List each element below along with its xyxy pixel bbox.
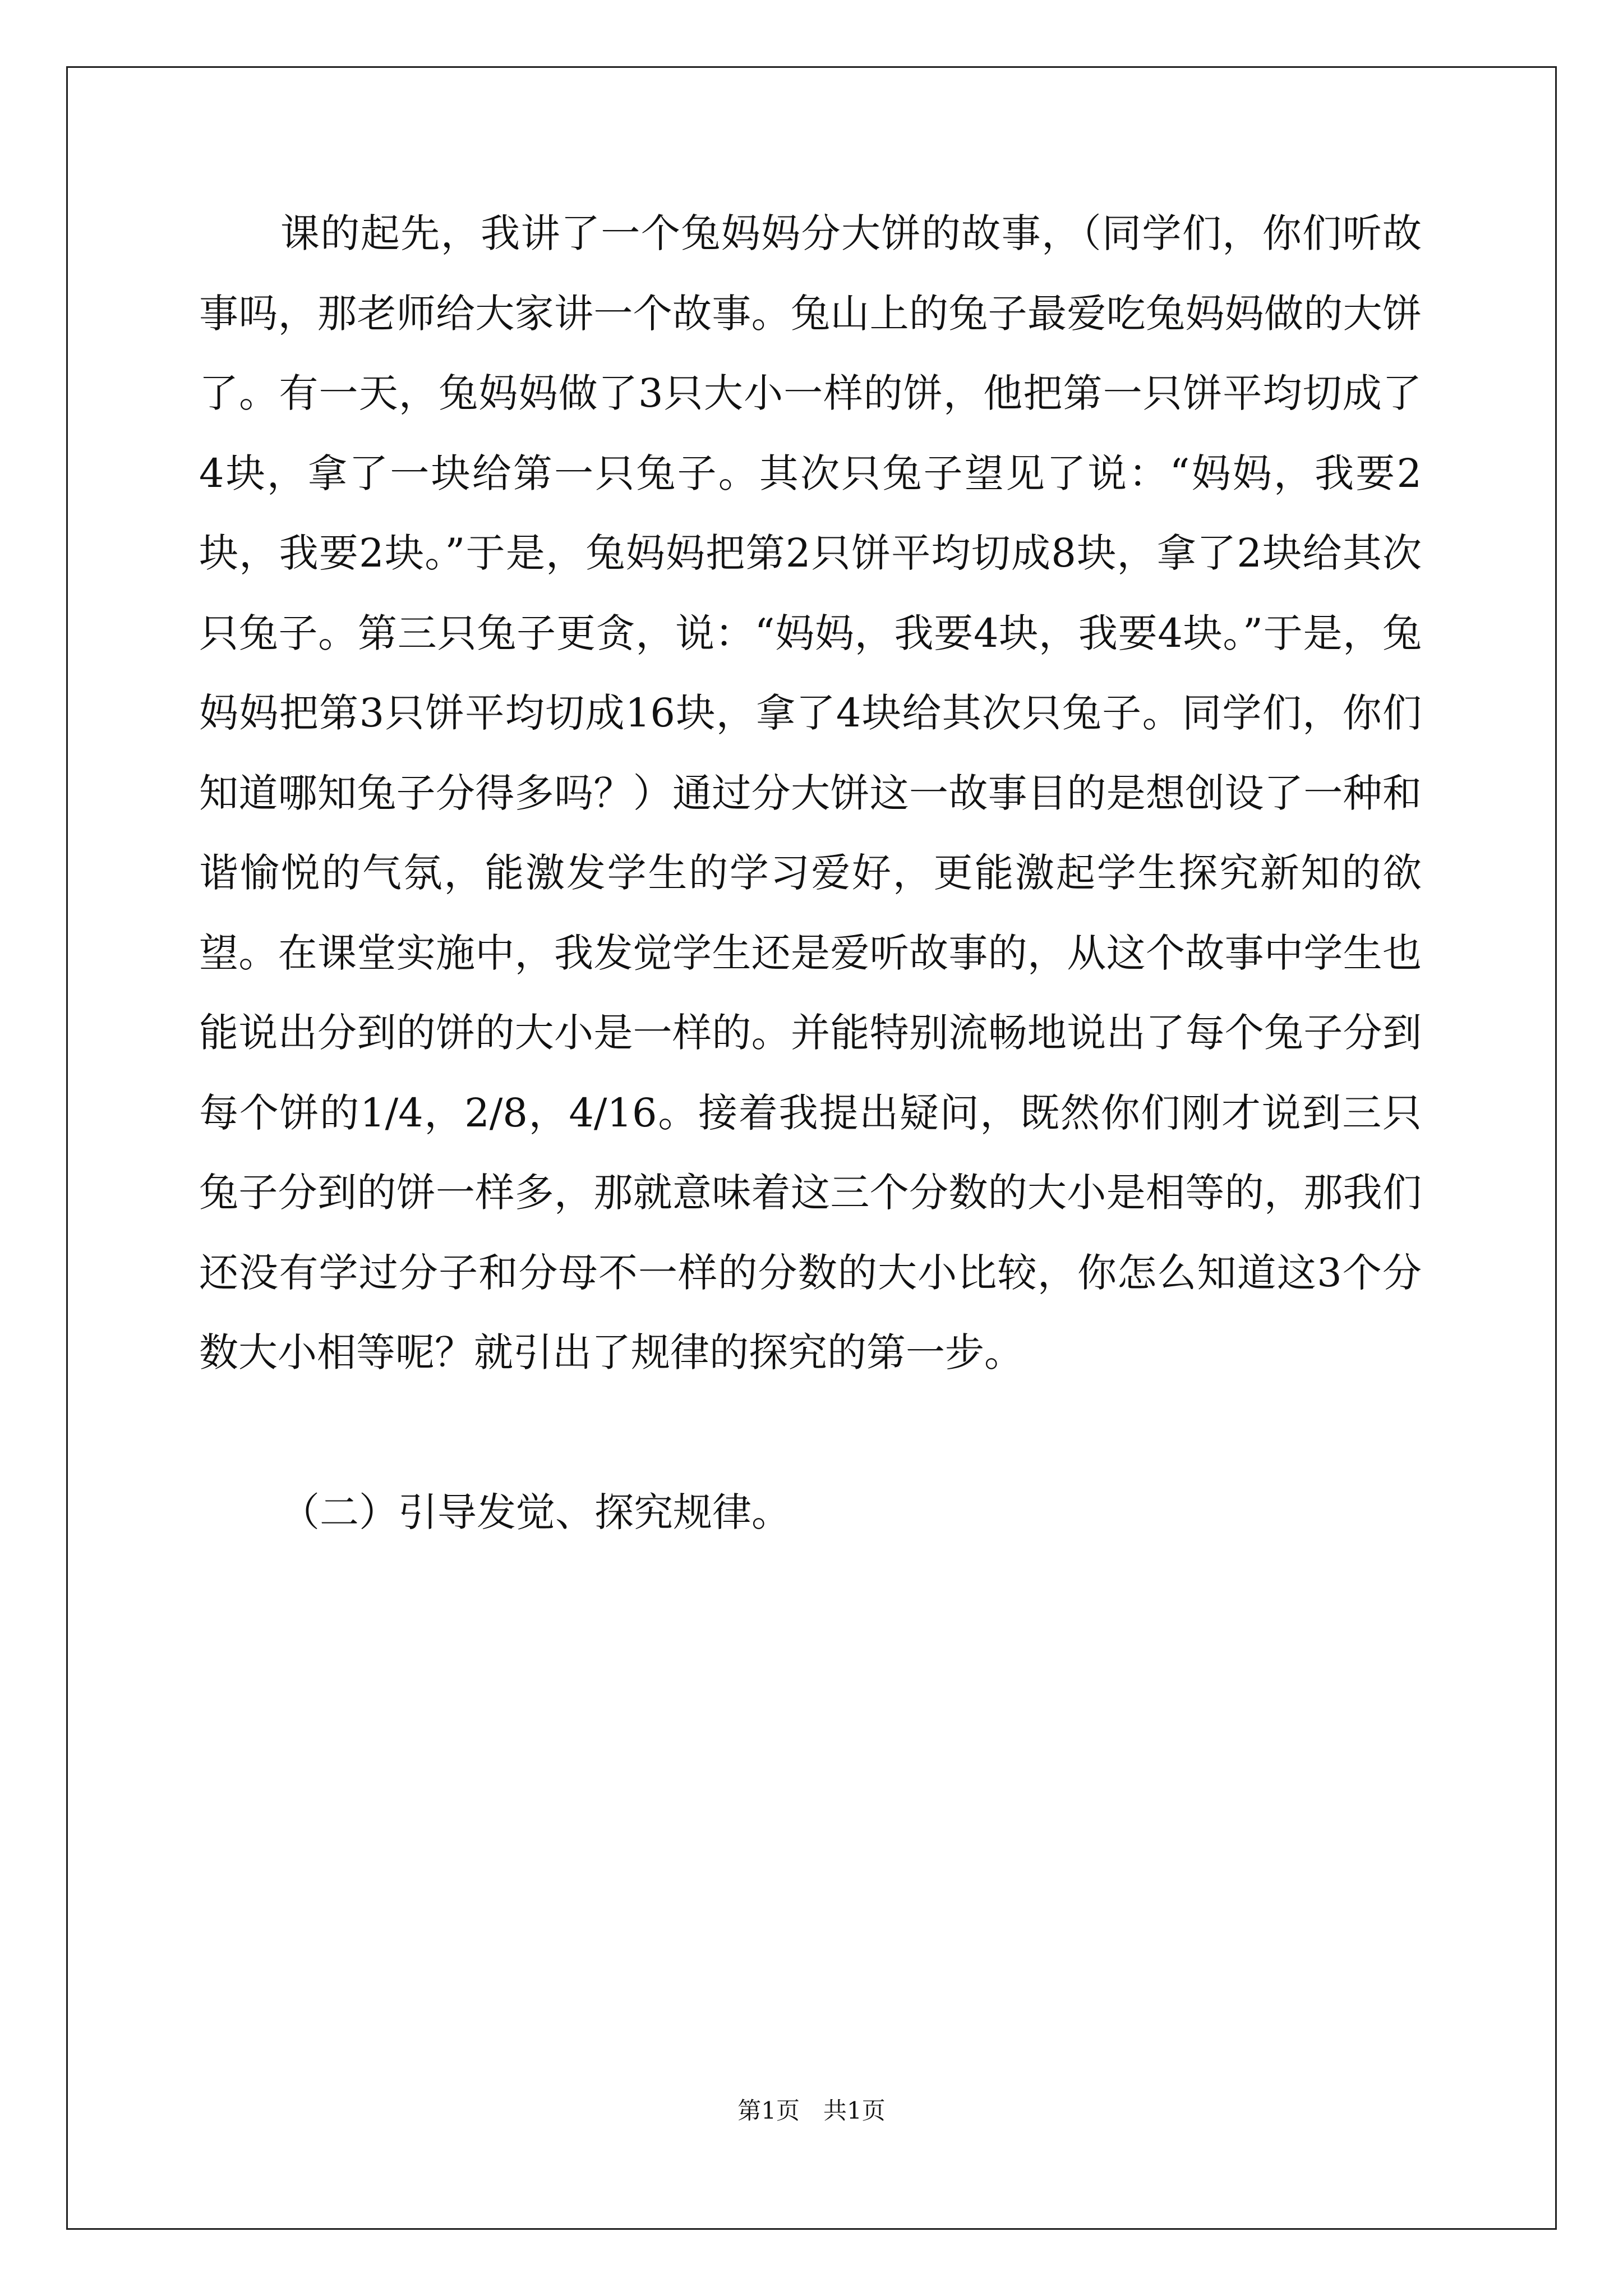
page-footer bbox=[0, 2095, 1623, 2127]
paragraph-story: 课的起先，我讲了一个兔妈妈分大饼的故事，（同学们，你们听故事吗，那老师给大家讲一个故事。兔山上的兔子最爱吃兔妈妈做的大饼了。有一天，兔妈妈做了3只大小一样的饼，他把第一只饼平均切成了4块，拿了一块给第一只兔子。其次只兔子望见了说：“妈妈，我要2块，我要2块。”于是，兔妈妈把第2只饼平均切成8块，拿了2块给其次只兔子。第三只兔子更贪，说：“妈妈，我要4块，我要4块。”于是，兔妈妈把第3只饼平均切成16块，拿了4块给其次只兔子。同学们，你们知道哪知兔子分得多吗？）通过分大饼这一故事目的是想创设了一种和谐愉悦的气氛，能激发学生的学习爱好，更能激起学生探究新知的欲望。在课堂实施中，我发觉学生还是爱听故事的，从这个故事中学生也能说出分到的饼的大小是一样的。并能特别流畅地说出了每个兔子分到每个饼的1/4，2/8，4/16。接着我提出疑问，既然你们刚才说到三只兔子分到的饼一样多，那就意味着这三个分数的大小是相等的，那我们还没有学过分子和分母不一样的分数的大小比较，你怎么知道这3个分数大小相等呢？就引出了规律的探究的第一步。 bbox=[199, 210, 1422, 1375]
page-number: 第1页 bbox=[737, 2097, 800, 2124]
document-body bbox=[199, 194, 1422, 1552]
page-total: 共1页 bbox=[823, 2097, 886, 2124]
section-heading: （二）引导发觉、探究规律。 bbox=[280, 1489, 791, 1535]
